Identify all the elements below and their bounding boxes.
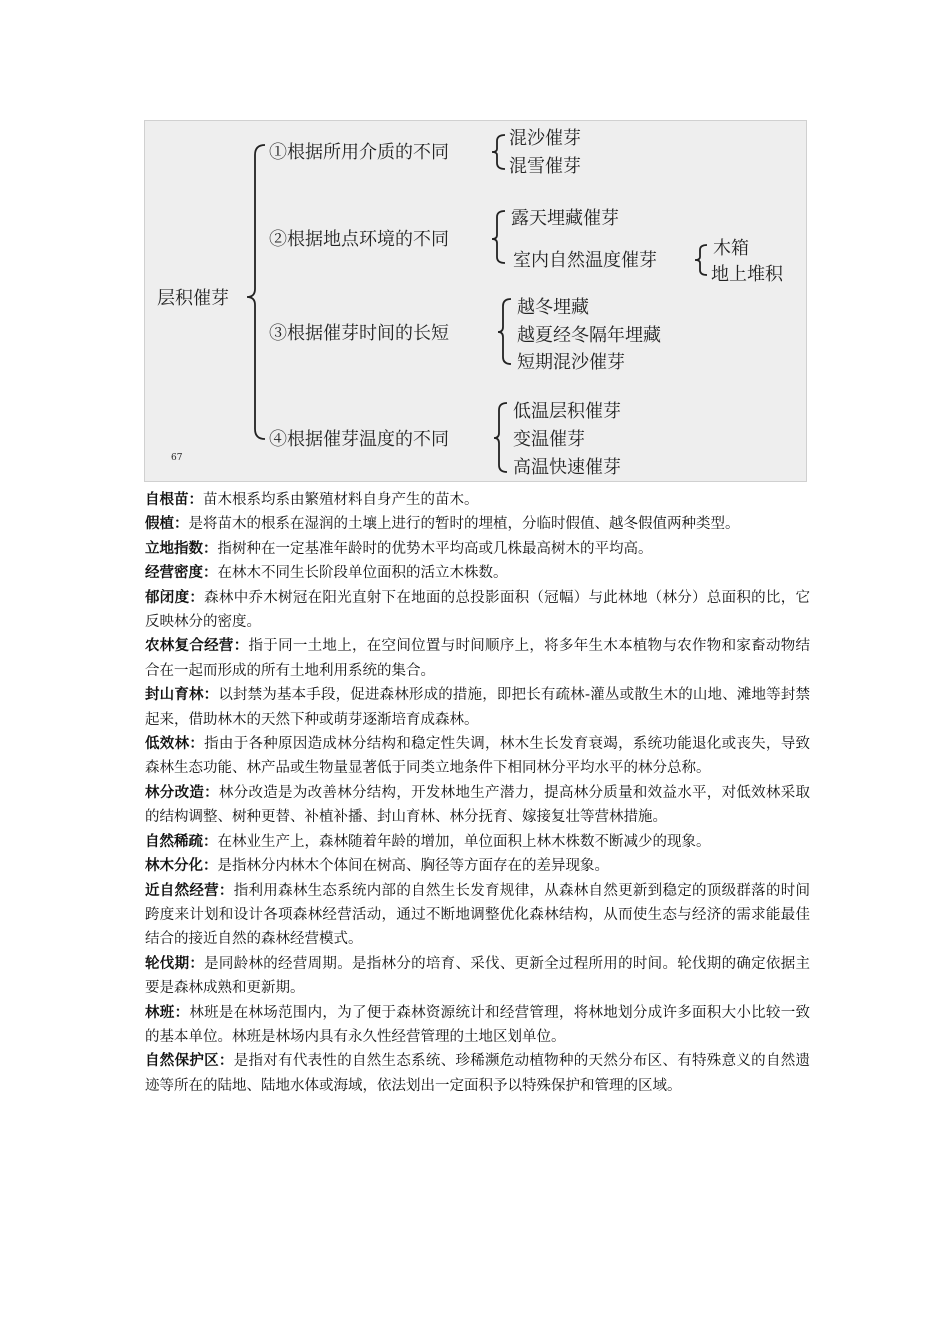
definition-item bbox=[145, 586, 810, 635]
definition-item bbox=[145, 1001, 810, 1050]
definition-text: 指树种在一定基准年龄时的优势木平均高或几株最高树木的平均高。 bbox=[217, 540, 653, 557]
definition-text: 是将苗木的根系在湿润的土壤上进行的暂时的埋植，分临时假值、越冬假值两种类型。 bbox=[188, 516, 740, 533]
definition-text: 森林中乔木树冠在阳光直射下在地面的总投影面积（冠幅）与此林地（林分）总面积的比，它反映林分的密度。 bbox=[145, 589, 811, 631]
definition-text: 在林业生产上，森林随着年龄的增加，单位面积上林木株数不断减少的现象。 bbox=[217, 833, 711, 850]
branch-1-item-2: 混雪催芽 bbox=[509, 156, 581, 177]
definition-text: 是指对有代表性的自然生态系统、珍稀濒危动植物种的天然分布区、有特殊意义的自然遗迹等所在的陆地、陆地水体或海域，依法划出一定面积予以特殊保护和管理的区域。 bbox=[145, 1053, 811, 1094]
branch-3-item-1: 越冬埋藏 bbox=[517, 297, 589, 318]
definition-item bbox=[145, 854, 810, 878]
definition-term: 自然稀疏： bbox=[145, 833, 218, 850]
definition-term: 农林复合经营： bbox=[145, 638, 249, 655]
branch-2-item-1: 露天埋藏催芽 bbox=[511, 208, 619, 229]
definition-term: 自根苗： bbox=[145, 492, 203, 508]
definition-text: 林班是在林场范围内，为了便于森林资源统计和经营管理，将林地划分成许多面积大小比较一致的基本单位。林班是林场内具有永久性经营管理的土地区划单位。 bbox=[145, 1004, 811, 1045]
definition-text: 是指林分内林木个体间在树高、胸径等方面存在的差异现象。 bbox=[217, 858, 609, 875]
definition-term: 林班： bbox=[145, 1004, 190, 1021]
definition-term: 经营密度： bbox=[145, 565, 218, 582]
branch-2-sub-item-1: 木箱 bbox=[713, 238, 749, 259]
definition-item bbox=[145, 1049, 810, 1098]
branch-4-label: ④根据催芽温度的不同 bbox=[269, 429, 449, 450]
definition-item bbox=[145, 634, 810, 683]
definition-term: 立地指数： bbox=[145, 540, 218, 557]
definition-text: 指利用森林生态系统内部的自然生长发育规律，从森林自然更新到稳定的顶级群落的时间跨度来计划和设计各项森林经营活动，通过不断地调整优化森林结构，从而使生态与经济的需求能最佳结合的接近自然的森林经营模式。 bbox=[145, 882, 811, 948]
definition-text: 指于同一土地上，在空间位置与时间顺序上，将多年生木本植物与农作物和家畜动物结合在一起而形成的所有土地利用系统的集合。 bbox=[145, 638, 811, 679]
definition-item bbox=[145, 732, 810, 781]
branch-1-item-1: 混沙催芽 bbox=[509, 128, 581, 149]
branch-4-item-1: 低温层积催芽 bbox=[513, 401, 621, 422]
definition-text: 在林木不同生长阶段单位面积的活立木株数。 bbox=[217, 565, 508, 582]
branch-1-label: ①根据所用介质的不同 bbox=[269, 142, 449, 163]
diagram-brackets bbox=[247, 135, 707, 472]
definition-text: 林分改造是为改善林分结构，开发林地生产潜力，提高林分质量和效益水平，对低效林采取的结构调整、树种更替、补植补播、封山育林、林分抚育、嫁接复壮等营林措施。 bbox=[145, 784, 810, 826]
branch-3-item-2: 越夏经冬隔年埋藏 bbox=[517, 325, 661, 346]
definition-term: 林分改造： bbox=[145, 784, 219, 801]
definition-text: 是同龄林的经营周期。是指林分的培育、采伐、更新全过程所用的时间。轮伐期的确定依据主要是森林成熟和更新期。 bbox=[145, 955, 811, 997]
definition-item bbox=[145, 488, 810, 512]
definition-item bbox=[145, 512, 810, 536]
definition-term: 假植： bbox=[145, 516, 189, 533]
definition-term: 轮伐期： bbox=[145, 955, 205, 972]
definition-term: 低效林： bbox=[145, 736, 205, 753]
definition-text: 苗木根系均系由繁殖材料自身产生的苗木。 bbox=[203, 492, 479, 508]
definition-item bbox=[145, 537, 810, 561]
definitions-list bbox=[145, 488, 810, 1098]
definition-item bbox=[145, 561, 810, 585]
branch-2-label: ②根据地点环境的不同 bbox=[269, 229, 449, 250]
branch-4-item-3: 高温快速催芽 bbox=[513, 457, 621, 478]
diagram-svg bbox=[145, 121, 807, 482]
definition-term: 郁闭度： bbox=[145, 589, 205, 606]
branch-2-item-2: 室内自然温度催芽 bbox=[513, 250, 657, 271]
definition-text: 以封禁为基本手段，促进森林形成的措施，即把长有疏林-灌丛或散生木的山地、滩地等封禁起来，借助林木的天然下种或萌芽逐渐培育成森林。 bbox=[145, 687, 810, 728]
definition-term: 近自然经营： bbox=[145, 882, 234, 899]
definition-item bbox=[145, 952, 810, 1001]
definition-text: 指由于各种原因造成林分结构和稳定性失调，林木生长发育衰竭，系统功能退化或丧失，导致森林生态功能、林产品或生物量显著低于同类立地条件下相同林分平均水平的林分总称。 bbox=[145, 736, 811, 777]
branch-3-item-3: 短期混沙催芽 bbox=[517, 352, 625, 373]
branch-2-sub-item-2: 地上堆积 bbox=[711, 264, 783, 285]
definition-item bbox=[145, 781, 810, 830]
definition-item bbox=[145, 683, 810, 732]
seed-stratification-diagram bbox=[144, 120, 807, 482]
definition-term: 自然保护区： bbox=[145, 1053, 234, 1070]
branch-4-item-2: 变温催芽 bbox=[513, 429, 585, 450]
definition-item bbox=[145, 830, 810, 854]
diagram-root-label: 层积催芽 bbox=[157, 288, 229, 309]
branch-3-label: ③根据催芽时间的长短 bbox=[269, 323, 449, 344]
definition-item bbox=[145, 879, 810, 952]
definition-term: 林木分化： bbox=[145, 858, 218, 875]
definition-term: 封山育林： bbox=[145, 687, 219, 704]
diagram-page-mark: 67 bbox=[171, 453, 183, 463]
